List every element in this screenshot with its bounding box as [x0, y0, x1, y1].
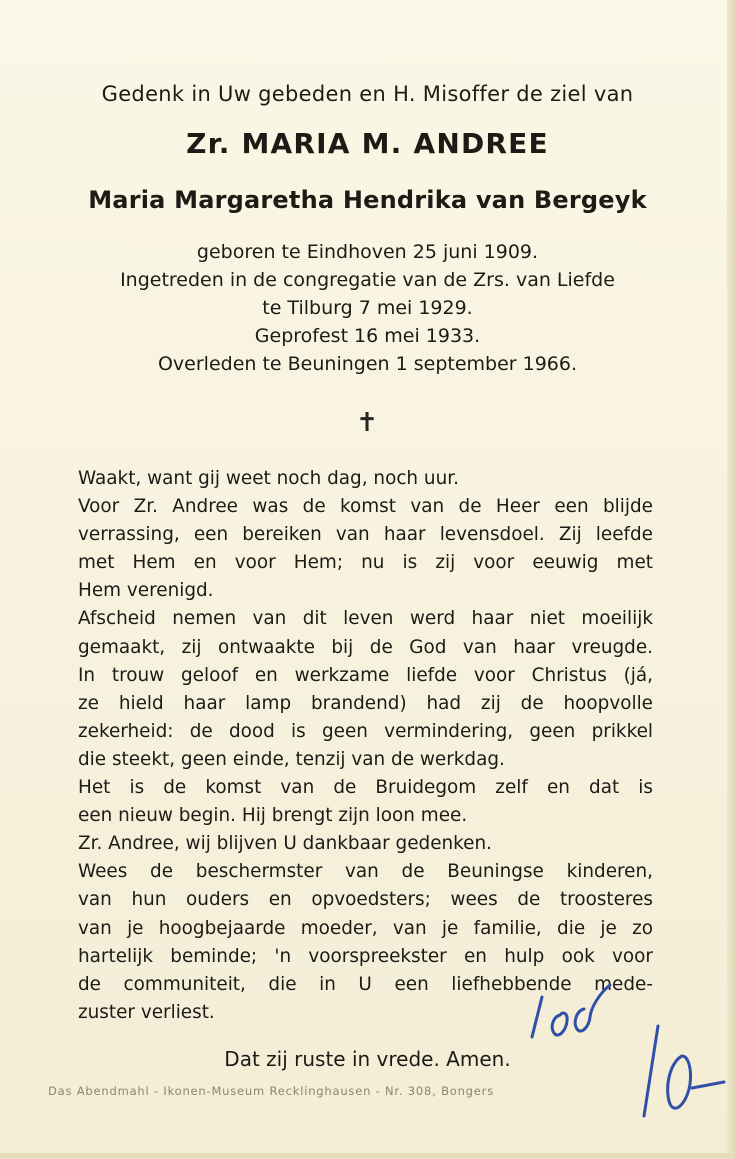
bio-line: Overleden te Beuningen 1 september 1966.: [157, 353, 578, 375]
deceased-full-name: Maria Margaretha Hendrika van Bergeyk: [88, 186, 647, 214]
intro-line: Gedenk in Uw gebeden en H. Misoffer de ziel van: [101, 82, 634, 106]
text-line: met Hem en voor Hem; nu is zij voor eeuwig met: [78, 552, 653, 574]
text-line: van je hoogbejaarde moeder, van je familie, die je zo: [78, 917, 653, 939]
bio-line: Geprofest 16 mei 1933.: [254, 325, 481, 347]
bio-line: te Tilburg 7 mei 1929.: [262, 297, 473, 319]
handwritten-mark: [630, 1018, 730, 1128]
text-line: Afscheid nemen van dit leven werd haar niet moeilijk: [78, 608, 653, 630]
text-line: Het is de komst van de Bruidegom zelf en dat is: [78, 777, 653, 799]
text-line: Hem verenigd.: [78, 580, 214, 602]
text-line: gemaakt, zij ontwaakte bij de God van haar vreugde.: [78, 636, 653, 658]
text-line: zuster verliest.: [78, 1001, 215, 1023]
text-line: Voor Zr. Andree was de komst van de Heer een blijde: [78, 496, 653, 518]
bio-line: Ingetreden in de congregatie van de Zrs. van Liefde: [120, 269, 615, 291]
deceased-name: Zr. MARIA M. ANDREE: [186, 127, 549, 160]
text-line: hartelijk beminde; 'n voorspreekster en hulp ook voor: [78, 945, 653, 967]
text-line: een nieuw begin. Hij brengt zijn loon mee.: [78, 805, 468, 827]
bio-line: geboren te Eindhoven 25 juni 1909.: [196, 241, 539, 263]
text-line: verrassing, een bereiken van haar levensdoel. Zij leefde: [78, 524, 653, 546]
biography: [60, 238, 675, 378]
text-line: Waakt, want gij weet noch dag, noch uur.: [78, 468, 459, 489]
text-line: van hun ouders en opvoedsters; wees de troosteres: [78, 889, 653, 911]
text-line: ze hield haar lamp brandend) had zij de hoopvolle: [78, 692, 653, 714]
text-line: zekerheid: de dood is geen vermindering, geen prikkel: [78, 720, 653, 742]
text-line: Wees de beschermster van de Beuningse kinderen,: [78, 861, 653, 883]
printer-credit: Das Abendmahl - Ikonen-Museum Recklinghausen - Nr. 308, Bongers: [48, 1084, 494, 1098]
text-line: de communiteit, die in U een liefhebbende mede-: [78, 973, 653, 995]
memorial-text: [78, 465, 653, 1027]
text-line: Zr. Andree, wij blijven U dankbaar gedenken.: [78, 833, 492, 855]
text-line: In trouw geloof en werkzame liefde voor Christus (já,: [78, 664, 653, 686]
card-edge-right: [727, 0, 735, 1159]
closing-prayer: Dat zij ruste in vrede. Amen.: [224, 1047, 511, 1071]
card-edge-bottom: [0, 1153, 735, 1159]
text-line: die steekt, geen einde, tenzij van de werkdag.: [78, 748, 505, 770]
cross-icon: ✝: [356, 408, 378, 438]
